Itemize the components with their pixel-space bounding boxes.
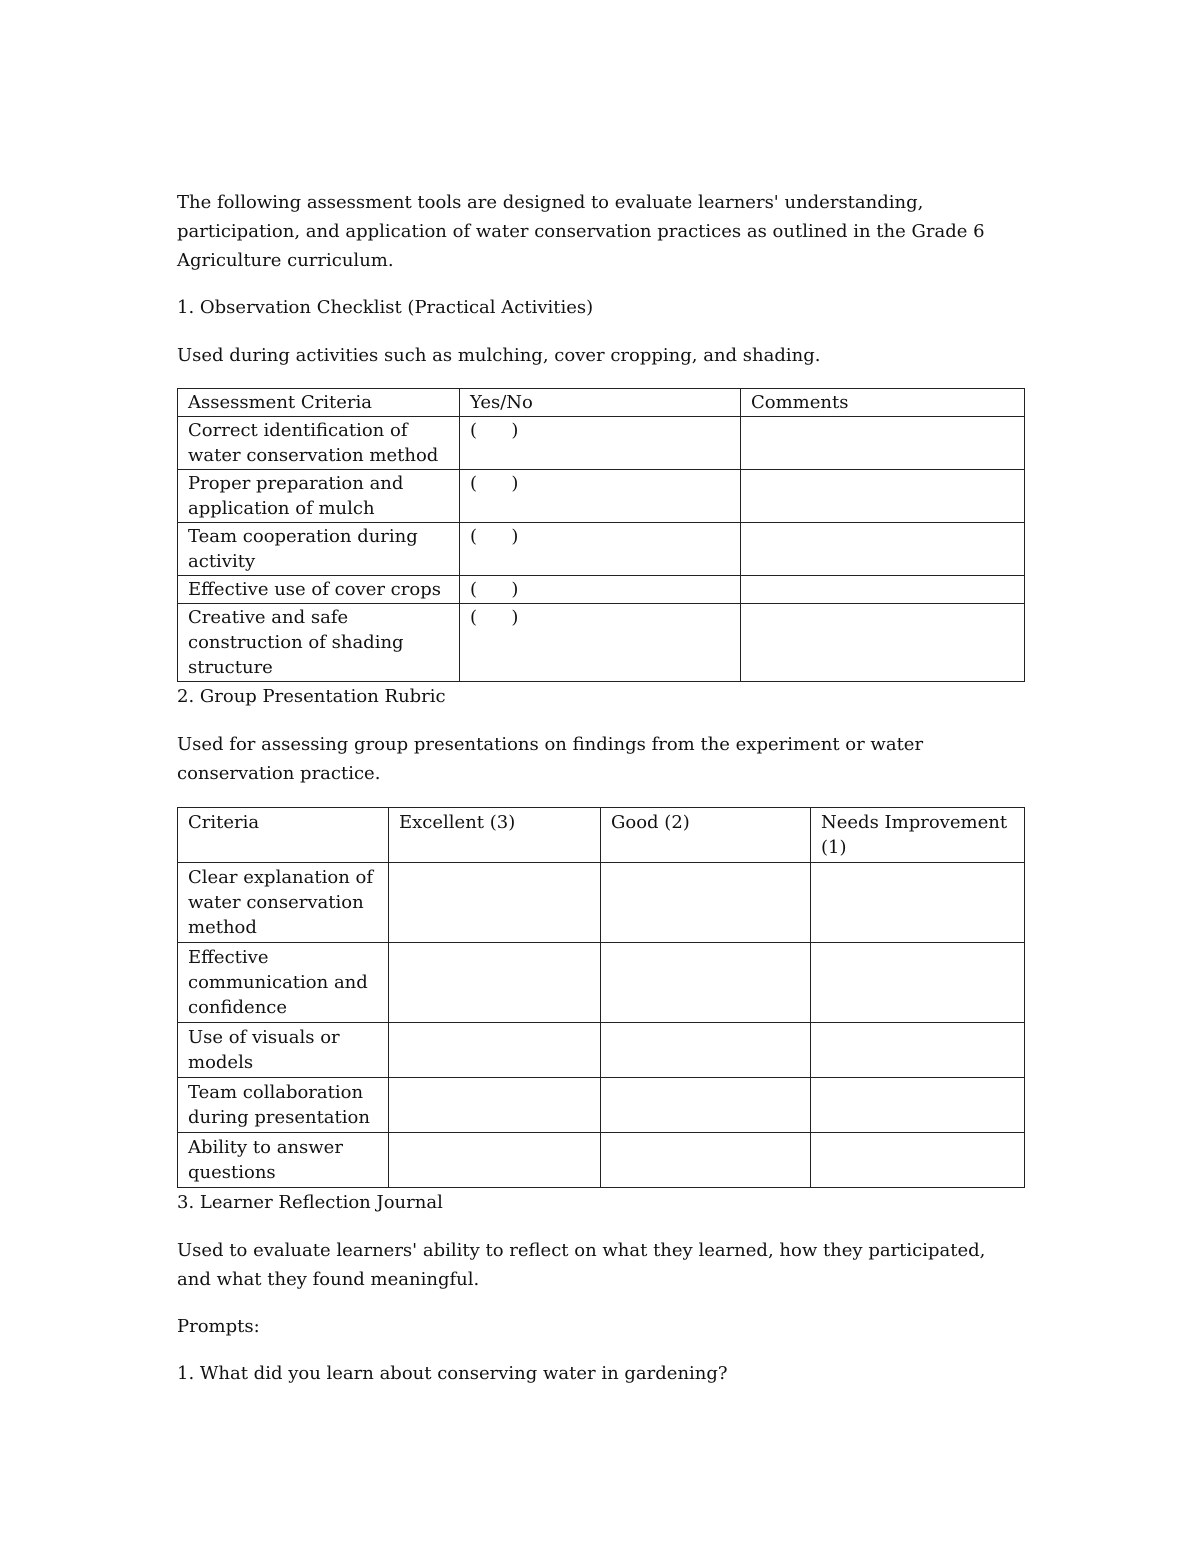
needs-improvement-cell[interactable]: [811, 1023, 1025, 1078]
yes-no-cell[interactable]: ( ): [460, 523, 741, 576]
observation-checklist-table: [177, 388, 1025, 682]
header-comments: Comments: [741, 389, 1025, 417]
comments-cell[interactable]: [741, 470, 1025, 523]
header-yes-no: Yes/No: [460, 389, 741, 417]
criteria-cell: Effective communication and confidence: [178, 943, 389, 1023]
needs-improvement-cell[interactable]: [811, 863, 1025, 943]
criteria-cell: Effective use of cover crops: [178, 576, 460, 604]
good-cell[interactable]: [601, 863, 811, 943]
header-assessment-criteria: Assessment Criteria: [178, 389, 460, 417]
section2-description: Used for assessing group presentations on findings from the experiment or water conservation practice.: [177, 734, 924, 784]
needs-improvement-cell[interactable]: [811, 1133, 1025, 1188]
table-row: [178, 576, 1025, 604]
comments-cell[interactable]: [741, 604, 1025, 682]
excellent-cell[interactable]: [389, 943, 601, 1023]
table-row: [178, 1133, 1025, 1188]
section1-description: Used during activities such as mulching, cover cropping, and shading.: [177, 345, 821, 366]
criteria-cell: Use of visuals or models: [178, 1023, 389, 1078]
excellent-cell[interactable]: [389, 1078, 601, 1133]
intro-paragraph: The following assessment tools are designed to evaluate learners' understanding, participation, and application of water conservation practices as outlined in the Grade 6 Agriculture curriculum.: [177, 192, 985, 271]
criteria-cell: Ability to answer questions: [178, 1133, 389, 1188]
comments-cell[interactable]: [741, 523, 1025, 576]
yes-no-cell[interactable]: ( ): [460, 576, 741, 604]
criteria-cell: Creative and safe construction of shading structure: [178, 604, 460, 682]
section3-heading: 3. Learner Reflection Journal: [177, 1192, 443, 1213]
header-good: Good (2): [601, 808, 811, 863]
table-row: [178, 604, 1025, 682]
header-excellent: Excellent (3): [389, 808, 601, 863]
prompt-item: 1. What did you learn about conserving water in gardening?: [177, 1363, 728, 1384]
criteria-cell: Correct identification of water conservation method: [178, 417, 460, 470]
good-cell[interactable]: [601, 1078, 811, 1133]
table-row: [178, 1078, 1025, 1133]
table-row: [178, 523, 1025, 576]
table-row: [178, 863, 1025, 943]
excellent-cell[interactable]: [389, 1133, 601, 1188]
good-cell[interactable]: [601, 1023, 811, 1078]
criteria-cell: Team cooperation during activity: [178, 523, 460, 576]
table-row: [178, 1023, 1025, 1078]
excellent-cell[interactable]: [389, 1023, 601, 1078]
header-needs-improvement: Needs Improvement (1): [811, 808, 1025, 863]
needs-improvement-cell[interactable]: [811, 1078, 1025, 1133]
table-row: [178, 470, 1025, 523]
document-page: [177, 188, 1023, 1388]
table-row: [178, 943, 1025, 1023]
comments-cell[interactable]: [741, 417, 1025, 470]
criteria-cell: Clear explanation of water conservation method: [178, 863, 389, 943]
good-cell[interactable]: [601, 943, 811, 1023]
comments-cell[interactable]: [741, 576, 1025, 604]
criteria-cell: Proper preparation and application of mulch: [178, 470, 460, 523]
yes-no-cell[interactable]: ( ): [460, 470, 741, 523]
needs-improvement-cell[interactable]: [811, 943, 1025, 1023]
criteria-cell: Team collaboration during presentation: [178, 1078, 389, 1133]
table-header-row: [178, 389, 1025, 417]
header-criteria: Criteria: [178, 808, 389, 863]
excellent-cell[interactable]: [389, 863, 601, 943]
yes-no-cell[interactable]: ( ): [460, 417, 741, 470]
group-presentation-rubric-table: [177, 807, 1025, 1188]
section2-heading: 2. Group Presentation Rubric: [177, 686, 446, 707]
good-cell[interactable]: [601, 1133, 811, 1188]
prompts-label: Prompts:: [177, 1316, 260, 1337]
yes-no-cell[interactable]: ( ): [460, 604, 741, 682]
section1-heading: 1. Observation Checklist (Practical Activities): [177, 297, 594, 318]
table-row: [178, 417, 1025, 470]
section3-description: Used to evaluate learners' ability to reflect on what they learned, how they participated, and what they found meaningful.: [177, 1240, 986, 1290]
table-header-row: [178, 808, 1025, 863]
